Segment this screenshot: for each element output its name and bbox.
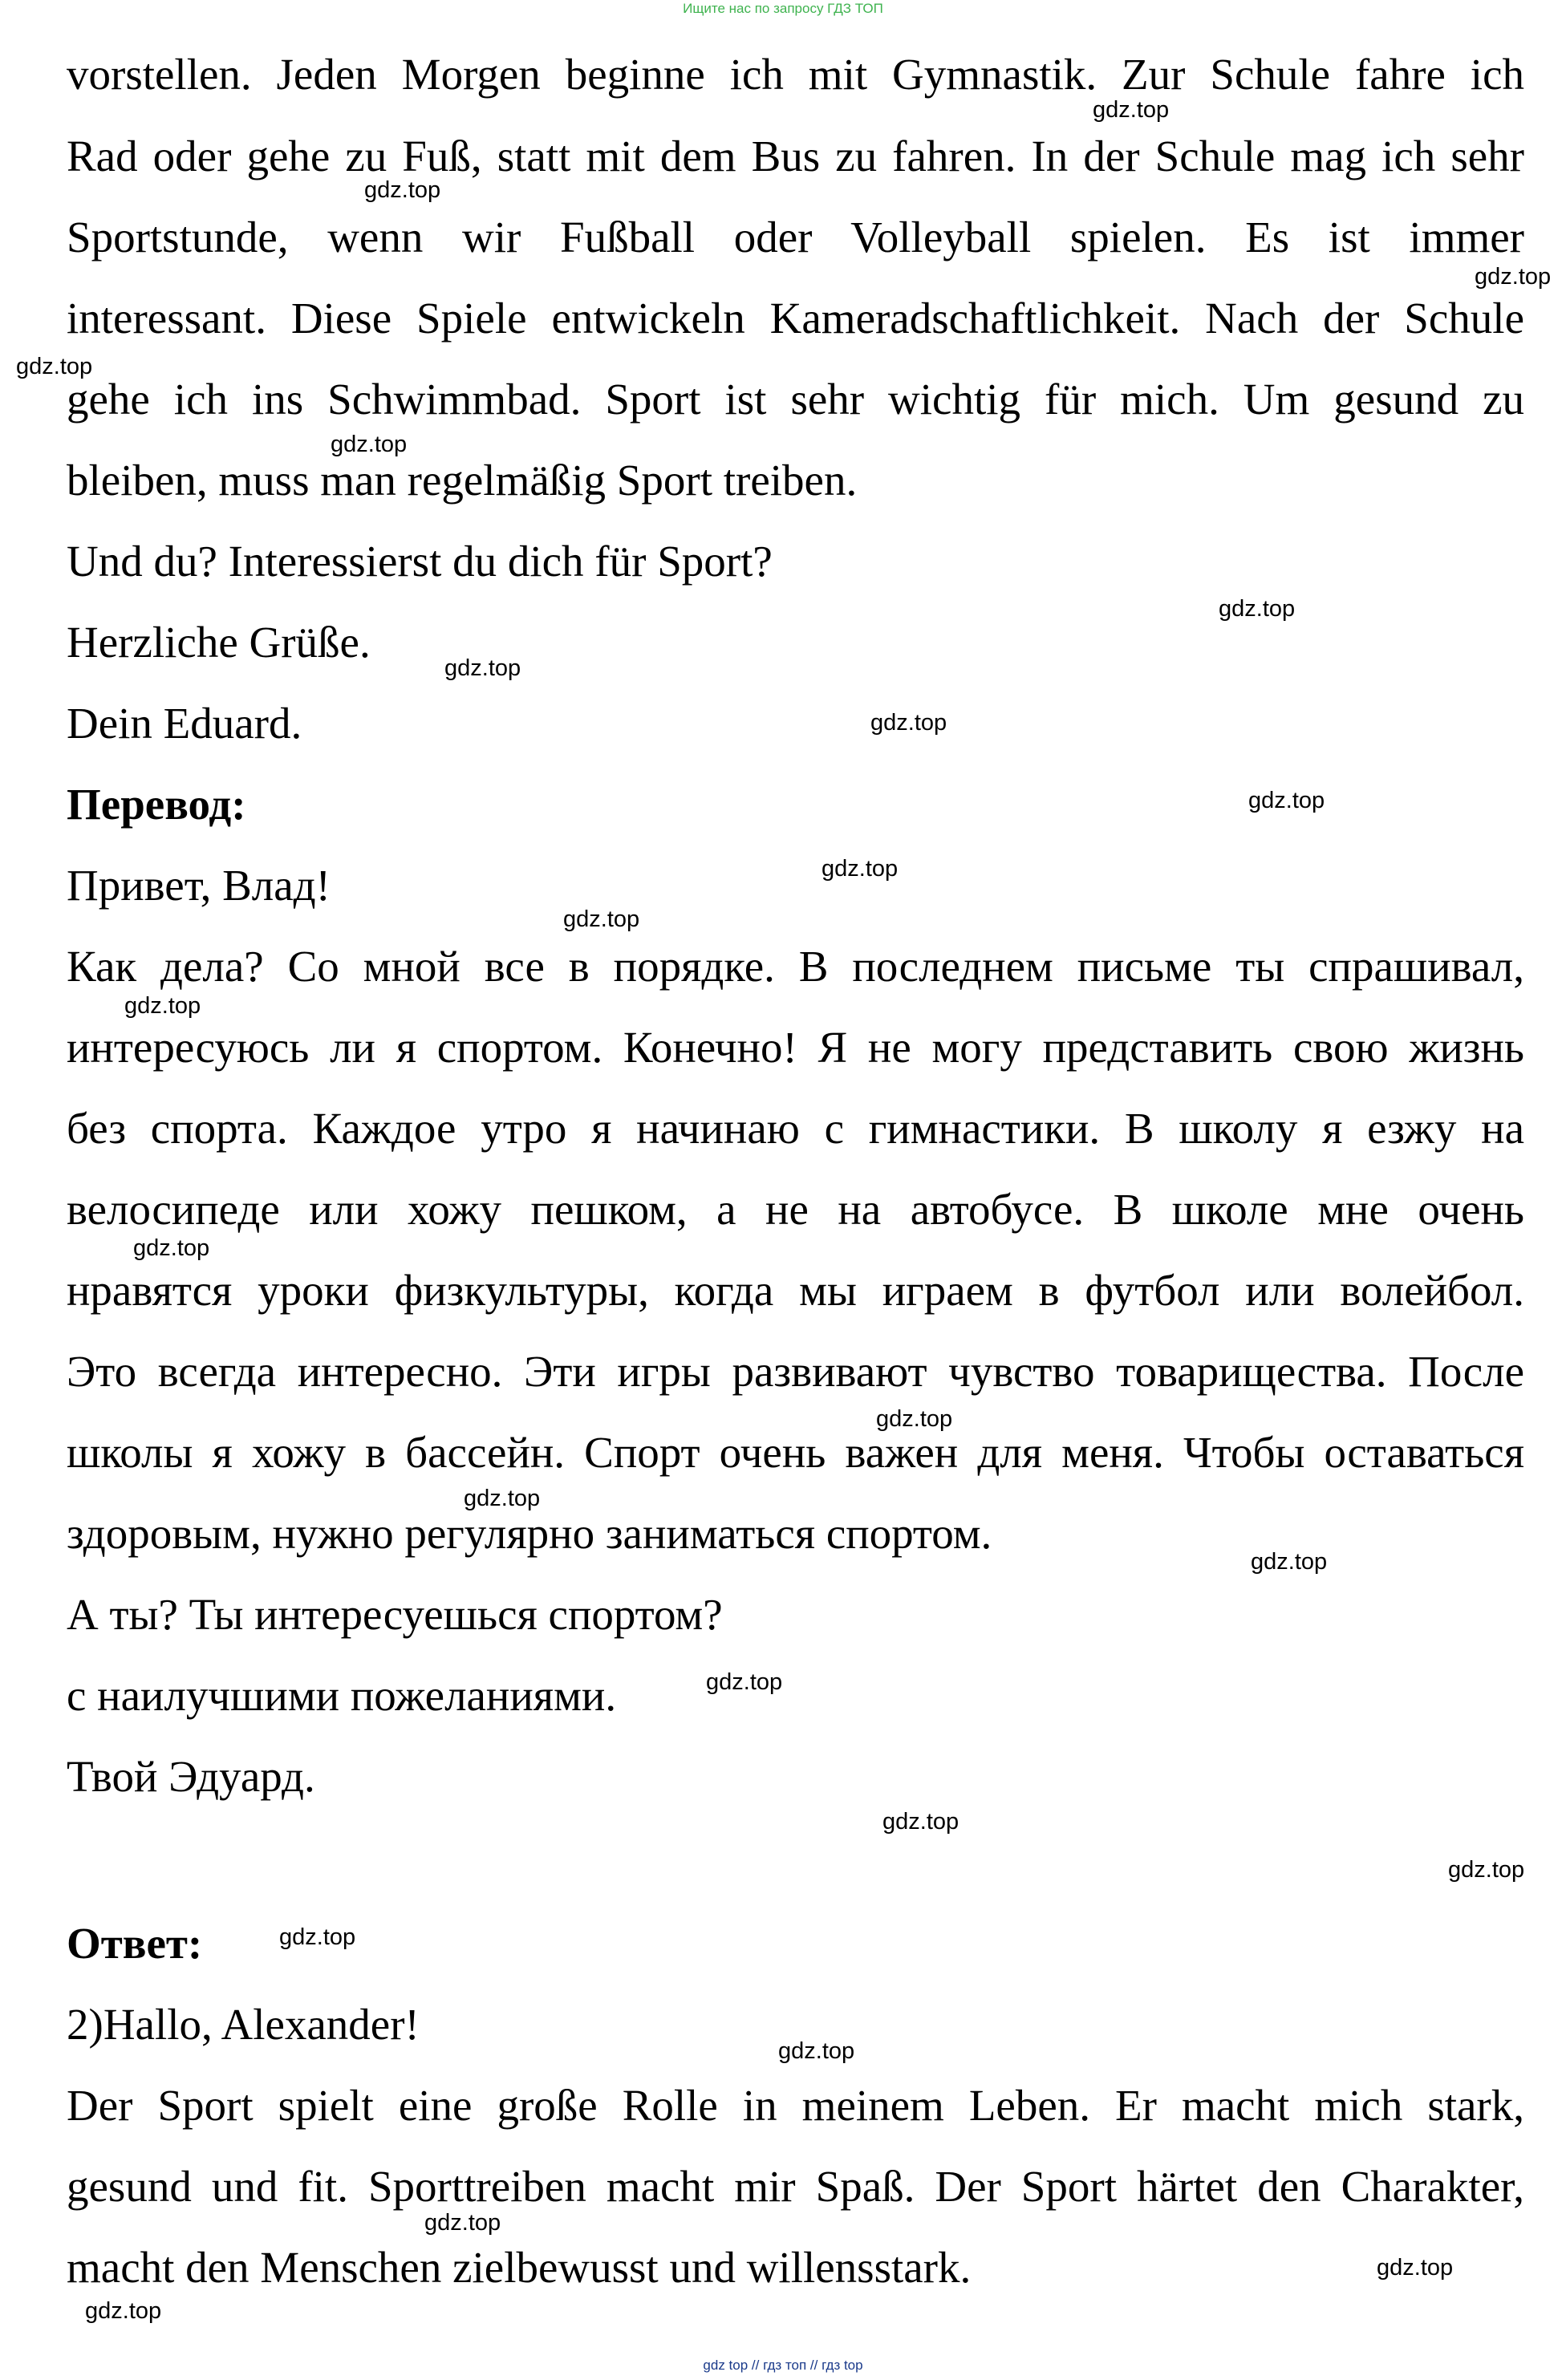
watermark: gdz.top <box>778 2038 855 2064</box>
watermark: gdz.top <box>822 856 899 882</box>
letter-line: bleiben, muss man regelmäßig Sport treiben. <box>67 456 858 505</box>
watermark: gdz.top <box>331 432 408 457</box>
answer-line: macht den Menschen zielbewusst und willensstark. <box>67 2243 972 2292</box>
translation-line: Это всегда интересно. Эти игры развивают чувство товарищества. После <box>67 1347 1524 1396</box>
watermark: gdz.top <box>424 2210 501 2236</box>
answer-line: gesund und fit. Sporttreiben macht mir Spaß. Der Sport härtet den Charakter, <box>67 2162 1524 2211</box>
watermark: gdz.top <box>563 906 640 932</box>
watermark: gdz.top <box>16 354 93 379</box>
answer-line: Der Sport spielt eine große Rolle in meinem Leben. Er macht mich stark, <box>67 2081 1524 2130</box>
watermark: gdz.top <box>279 1924 356 1950</box>
translation-line: А ты? Ты интересуешься спортом? <box>67 1590 723 1639</box>
translation-line: без спорта. Каждое утро я начинаю с гимнастики. В школу я езжу на <box>67 1104 1524 1153</box>
watermark: gdz.top <box>464 1486 541 1511</box>
letter-line: Rad oder gehe zu Fuß, statt mit dem Bus zu fahren. In der Schule mag ich sehr <box>67 132 1524 180</box>
letter-line: Herzliche Grüße. <box>67 618 371 667</box>
watermark: gdz.top <box>1251 1549 1328 1575</box>
translation-heading: Перевод: <box>67 780 246 829</box>
translation-line: школы я хожу в бассейн. Спорт очень важен для меня. Чтобы оставаться <box>67 1428 1524 1477</box>
watermark: gdz.top <box>1448 1857 1525 1883</box>
watermark: gdz.top <box>1377 2255 1454 2281</box>
watermark: gdz.top <box>364 177 441 203</box>
watermark: gdz.top <box>1248 788 1325 813</box>
watermark: gdz.top <box>882 1809 959 1835</box>
answer-line: 2)Hallo, Alexander! <box>67 2000 420 2049</box>
translation-line: Привет, Влад! <box>67 861 331 910</box>
letter-line: interessant. Diese Spiele entwickeln Kameradschaftlichkeit. Nach der Schule <box>67 294 1524 343</box>
letter-line: Dein Eduard. <box>67 699 302 748</box>
watermark: gdz.top <box>133 1235 210 1261</box>
watermark: gdz.top <box>1219 596 1296 622</box>
header-banner: Ищите нас по запросу ГДЗ ТОП <box>683 1 883 16</box>
letter-line: Sportstunde, wenn wir Fußball oder Volleyball spielen. Es ist immer <box>67 213 1524 262</box>
translation-line: Как дела? Со мной все в порядке. В последнем письме ты спрашивал, <box>67 942 1524 991</box>
letter-line: Und du? Interessierst du dich für Sport? <box>67 537 773 586</box>
watermark: gdz.top <box>706 1669 783 1695</box>
translation-line: здоровым, нужно регулярно заниматься спортом. <box>67 1509 992 1558</box>
translation-line: нравятся уроки физкультуры, когда мы играем в футбол или волейбол. <box>67 1266 1524 1315</box>
translation-line: с наилучшими пожеланиями. <box>67 1671 617 1720</box>
letter-line: gehe ich ins Schwimmbad. Sport ist sehr wichtig für mich. Um gesund zu <box>67 375 1524 424</box>
footer-banner: gdz top // гдз топ // гдз top <box>703 2358 863 2373</box>
watermark: gdz.top <box>1093 97 1170 123</box>
translation-line: велосипеде или хожу пешком, а не на автобусе. В школе мне очень <box>67 1185 1524 1234</box>
answer-heading: Ответ: <box>67 1919 203 1968</box>
watermark: gdz.top <box>870 710 947 736</box>
translation-line: Твой Эдуард. <box>67 1752 315 1801</box>
watermark: gdz.top <box>124 993 201 1019</box>
watermark: gdz.top <box>85 2298 162 2324</box>
watermark: gdz.top <box>444 655 521 681</box>
letter-line: vorstellen. Jeden Morgen beginne ich mit Gymnastik. Zur Schule fahre ich <box>67 50 1524 99</box>
translation-line: интересуюсь ли я спортом. Конечно! Я не могу представить свою жизнь <box>67 1023 1524 1072</box>
watermark: gdz.top <box>876 1406 953 1432</box>
watermark: gdz.top <box>1475 264 1552 290</box>
